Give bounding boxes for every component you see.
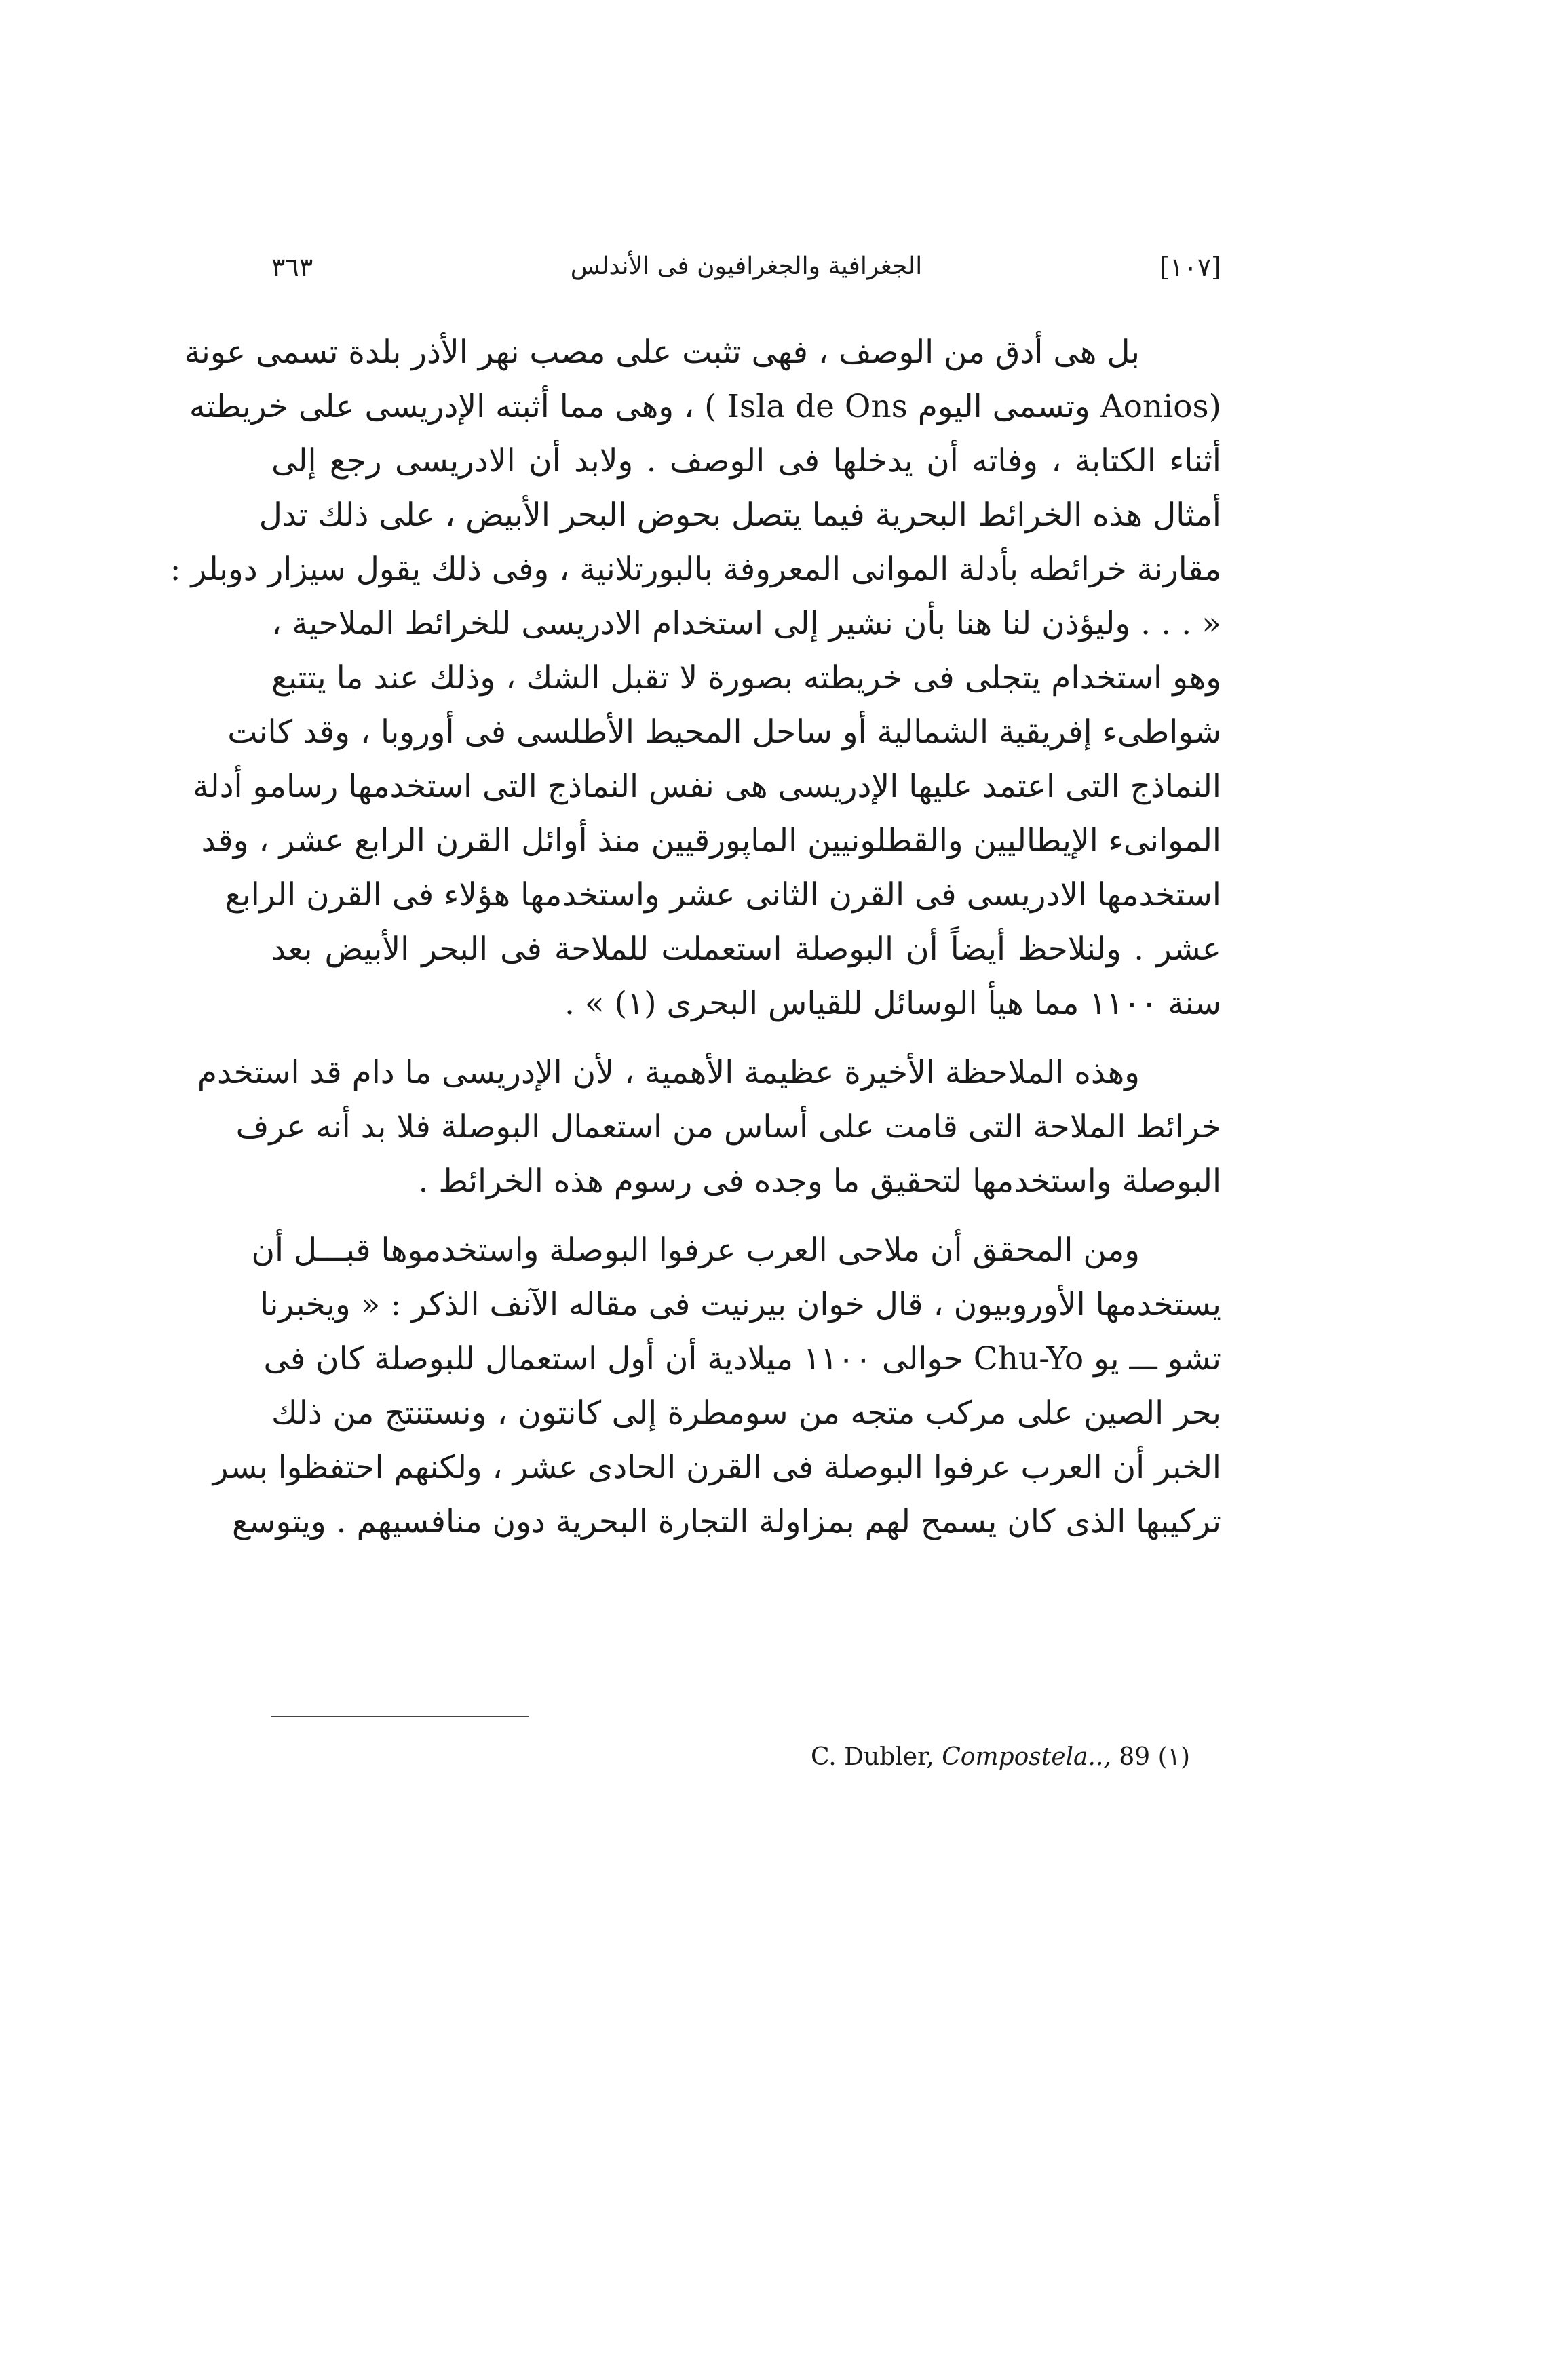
footnote-work: Compostela..,	[942, 1743, 1111, 1771]
paragraph-gap	[271, 1031, 1221, 1046]
text-line: شواطىء إفريقية الشمالية أو ساحل المحيط الأطلسى فى أوروبا ، وقد كانت	[227, 714, 1221, 751]
footnote-marker: (١)	[1157, 1743, 1191, 1771]
paragraph-1	[170, 326, 1221, 1031]
text-line: الخبر أن العرب عرفوا البوصلة فى القرن الحادى عشر ، ولكنهم احتفظوا بسر	[212, 1449, 1221, 1486]
section-number: [١٠٧]	[1159, 252, 1221, 282]
text-line: بحر الصين على مركب متجه من سومطرة إلى كانتون ، ونستنتج من ذلك	[271, 1394, 1221, 1432]
page-header	[271, 252, 1221, 300]
text-line: خرائط الملاحة التى قامت على أساس من استعمال البوصلة فلا بد أنه عرف	[235, 1108, 1221, 1146]
text-line: بل هى أدق من الوصف ، فهى تثبت على مصب نهر الأذر بلدة تسمى عونة	[184, 334, 1140, 371]
text-line: أثناء الكتابة ، وفاته أن يدخلها فى الوصف . ولابد أن الادريسى رجع إلى	[271, 442, 1221, 480]
body-text	[170, 326, 1221, 1549]
text-line: البوصلة واستخدمها لتحقيق ما وجده فى رسوم هذه الخرائط .	[418, 1163, 1221, 1200]
running-title: الجغرافية والجغرافيون فى الأندلس	[570, 252, 923, 280]
footnote-divider	[271, 1716, 529, 1717]
text-line: أمثال هذه الخرائط البحرية فيما يتصل بحوض البحر الأبيض ، على ذلك تدل	[258, 496, 1221, 534]
text-line: ومن المحقق أن ملاحى العرب عرفوا البوصلة واستخدموها قبـــل أن	[251, 1232, 1140, 1269]
paragraph-3	[212, 1224, 1221, 1549]
text-line: يستخدمها الأوروبيون ، قال خوان بيرنيت فى مقاله الآنف الذكر : « ويخبرنا	[260, 1286, 1221, 1323]
text-line: الموانىء الإيطاليين والقطلونيين الماپورقيين منذ أوائل القرن الرابع عشر ، وقد	[201, 822, 1221, 859]
paragraph-2	[197, 1046, 1221, 1209]
text-line: النماذج التى اعتمد عليها الإدريسى هى نفس النماذج التى استخدمها رسامو أدلة	[193, 768, 1221, 805]
text-line: وهذه الملاحظة الأخيرة عظيمة الأهمية ، لأن الإدريسى ما دام قد استخدم	[197, 1054, 1140, 1091]
text-line: وهو استخدام يتجلى فى خريطته بصورة لا تقبل الشك ، وذلك عند ما يتتبع	[271, 659, 1221, 697]
footnote-author: C. Dubler,	[811, 1743, 934, 1771]
page-number: ٣٦٣	[271, 252, 313, 282]
text-line: تشو ـــ يو Chu-Yo حوالى ١١٠٠ ميلادية أن أول استعمال للبوصلة كان فى	[263, 1340, 1221, 1378]
text-line: سنة ١١٠٠ مما هيأ الوسائل للقياس البحرى (١) » .	[564, 985, 1221, 1022]
text-line: عشر . ولنلاحظ أيضاً أن البوصلة استعملت للملاحة فى البحر الأبيض بعد	[271, 931, 1221, 968]
paragraph-gap	[271, 1209, 1221, 1224]
text-line: (Aonios وتسمى اليوم Isla de Ons ) ، وهى مما أثبته الإدريسى على خريطته	[189, 388, 1221, 425]
footnote	[811, 1743, 1221, 1771]
text-line: « . . . وليؤذن لنا هنا بأن نشير إلى استخدام الادريسى للخرائط الملاحية ،	[271, 605, 1221, 642]
footnote-page: 89	[1119, 1743, 1151, 1771]
text-line: مقارنة خرائطه بأدلة الموانى المعروفة بالبورتلانية ، وفى ذلك يقول سيزار دوبلر :	[170, 551, 1221, 588]
text-line: تركيبها الذى كان يسمح لهم بمزاولة التجارة البحرية دون منافسيهم . ويتوسع	[232, 1503, 1221, 1540]
text-line: استخدمها الادريسى فى القرن الثانى عشر واستخدمها هؤلاء فى القرن الرابع	[225, 876, 1221, 914]
